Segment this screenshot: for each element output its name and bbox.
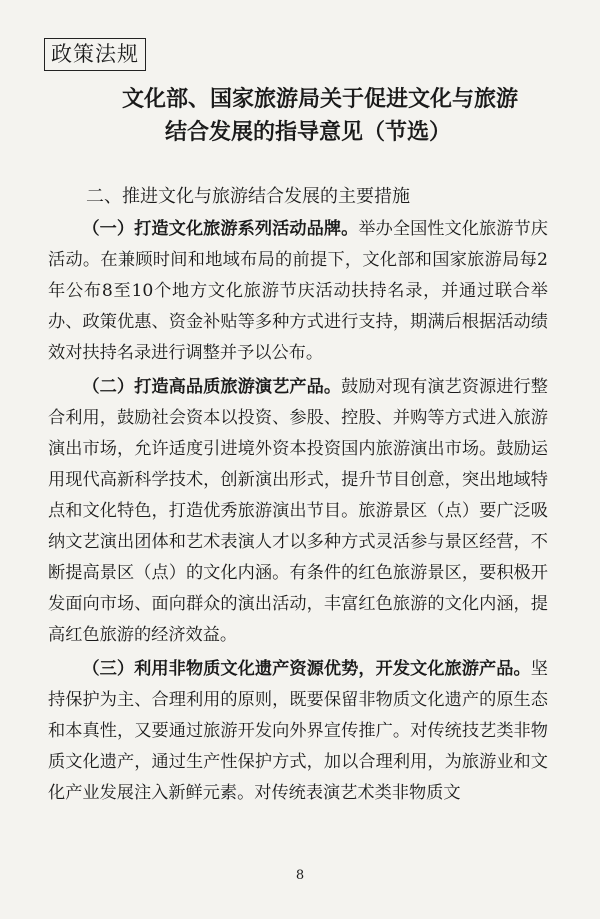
paragraph-2-lead: （二）打造高品质旅游演艺产品。 [82,377,342,397]
paragraph-1-text: 举办全国性文化旅游节庆活动。在兼顾时间和地域布局的前提下，文化部和国家旅游局每2年公布8至10个地方文化旅游节庆活动扶持名录，并通过联合举办、政策优惠、资金补贴等多种方式进行支持，期满后根据活动绩效对扶持名录进行调整并予以公布。 [48,219,548,363]
paragraph-1 [48,214,548,369]
paragraph-3 [48,654,548,809]
paragraph-3-lead: （三）利用非物质文化遗产资源优势，开发文化旅游产品。 [82,659,531,679]
paragraph-3-text: 坚持保护为主、合理利用的原则，既要保留非物质文化遗产的原生态和本真性，又要通过旅游开发向外界宣传推广。对传统技艺类非物质文化遗产，通过生产性保护方式，加以合理利用，为旅游业和文化产业发展注入新鲜元素。对传统表演艺术类非物质文 [48,659,548,803]
body-text [48,214,548,812]
paragraph-2-text: 鼓励对现有演艺资源进行整合利用，鼓励社会资本以投资、参股、控股、并购等方式进入旅游演出市场，允许适度引进境外资本投资国内旅游演出市场。鼓励运用现代高新科学技术，创新演出形式，提升节目创意，突出地域特点和文化特色，打造优秀旅游演出节目。旅游景区（点）要广泛吸纳文艺演出团体和艺术表演人才以多种方式灵活参与景区经营，不断提高景区（点）的文化内涵。有条件的红色旅游景区，要积极开发面向市场、面向群众的演出活动，丰富红色旅游的文化内涵，提高红色旅游的经济效益。 [48,377,548,645]
paragraph-1-lead: （一）打造文化旅游系列活动品牌。 [82,219,359,239]
paragraph-2 [48,372,548,651]
document-title-line-1: 文化部、国家旅游局关于促进文化与旅游 [121,87,518,112]
document-title-line-2: 结合发展的指导意见（节选） [164,120,451,145]
page-number: 8 [295,868,305,883]
section-tag: 政策法规 [44,38,146,71]
section-heading: 二、推进文化与旅游结合发展的主要措施 [86,186,410,207]
